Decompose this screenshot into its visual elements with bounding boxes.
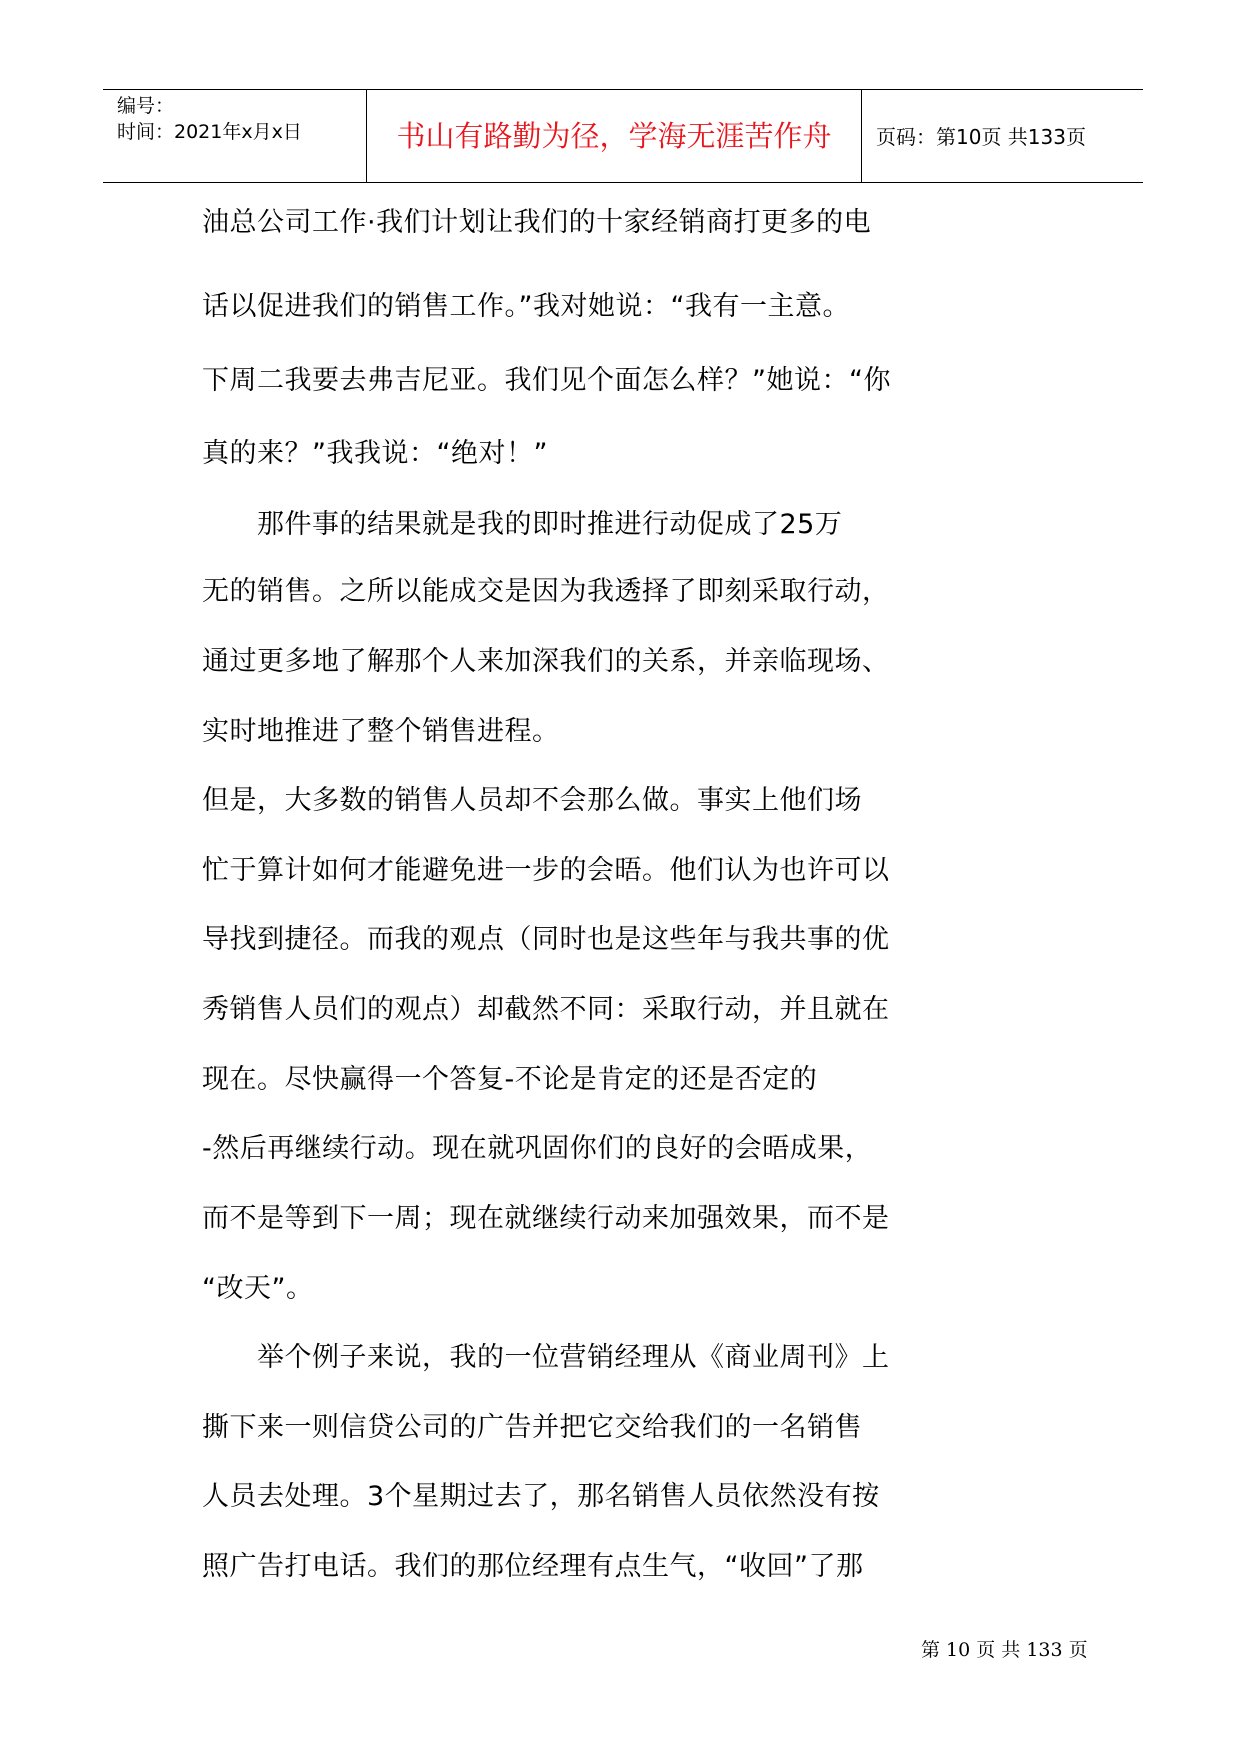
body-line: 人员去处理。3个星期过去了，那名销售人员依然没有按 bbox=[202, 1481, 880, 1512]
body-line: 导找到捷径。而我的观点（同时也是这些年与我共事的优 bbox=[202, 924, 890, 955]
body-line: 撕下来一则信贷公司的广告并把它交给我们的一名销售 bbox=[202, 1412, 862, 1443]
body-line: 忙于算计如何才能避免进一步的会晤。他们认为也许可以 bbox=[202, 855, 890, 886]
body-line: 那件事的结果就是我的即时推进行动促成了25万 bbox=[202, 509, 843, 540]
body-line: 油总公司工作·我们计划让我们的十家经销商打更多的电 bbox=[202, 207, 872, 238]
body-line: 秀销售人员们的观点）却截然不同：采取行动，并且就在 bbox=[202, 994, 890, 1025]
body-line: 照广告打电话。我们的那位经理有点生气，“收回”了那 bbox=[202, 1551, 864, 1582]
header-meta-cell bbox=[103, 90, 367, 182]
body-line: 下周二我要去弗吉尼亚。我们见个面怎么样？”她说：“你 bbox=[202, 365, 891, 396]
header-slogan-cell bbox=[367, 90, 862, 182]
body-line: 举个例子来说，我的一位营销经理从《商业周刊》上 bbox=[202, 1342, 890, 1373]
body-line: 通过更多地了解那个人来加深我们的关系，并亲临现场、 bbox=[202, 646, 890, 677]
body-line: 而不是等到下一周；现在就继续行动来加强效果，而不是 bbox=[202, 1203, 890, 1234]
body-line: 现在。尽快赢得一个答复-不论是肯定的还是否定的 bbox=[202, 1064, 818, 1095]
body-line: 实时地推进了整个销售进程。 bbox=[202, 716, 560, 747]
body-line: “改天”。 bbox=[202, 1273, 314, 1304]
page-footer: 第 10 页 共 133 页 bbox=[921, 1639, 1088, 1661]
header-page-cell bbox=[862, 90, 1143, 182]
body-line: 无的销售。之所以能成交是因为我透择了即刻采取行动， bbox=[202, 576, 890, 607]
document-time-label: 时间：2021年x月x日 bbox=[117, 121, 302, 143]
body-line: -然后再继续行动。现在就巩固你们的良好的会晤成果， bbox=[202, 1133, 873, 1164]
document-header bbox=[103, 89, 1143, 183]
body-line: 但是，大多数的销售人员却不会那么做。事实上他们场 bbox=[202, 785, 862, 816]
header-page-code: 页码：第10页 共133页 bbox=[876, 125, 1086, 149]
body-line: 真的来？”我我说：“绝对！” bbox=[202, 438, 548, 469]
document-number-label: 编号： bbox=[117, 95, 175, 117]
body-line: 话以促进我们的销售工作。”我对她说：“我有一主意。 bbox=[202, 291, 850, 322]
header-slogan: 书山有路勤为径，学海无涯苦作舟 bbox=[396, 119, 832, 153]
